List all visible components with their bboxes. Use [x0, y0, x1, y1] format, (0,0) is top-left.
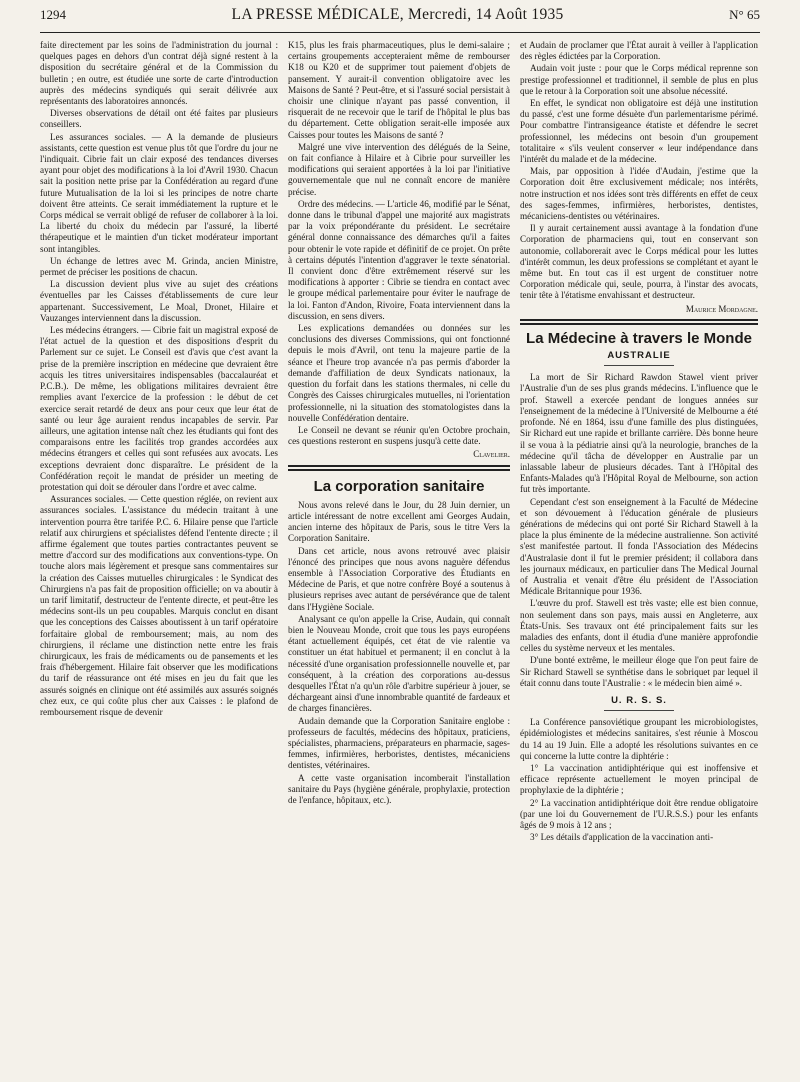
paragraph: Les assurances sociales. — A la demande de plusieurs assistants, cette question est venue plus tôt que l'ordre du jour ne l'indiquait. Cibrie fait un clair exposé des tendances diverses ayant pour objet des modifications à la loi d'Avril 1930. Chacun sait la position nette prise par la Confédération au regard d'une future Mutualisation de la loi si les principes de notre charte doivent être atteints. Ce serait immédiatement la rupture et le Corps médical se verrait obligé de refuser de collaborer à la loi. La liberté du choix du médecin par l'assuré, la liberté thérapeutique et le maintien d'un ticket modérateur important sont intangibles. — [40, 131, 278, 254]
section-divider — [520, 319, 758, 325]
paragraph: La mort de Sir Richard Rawdon Stawel vient priver l'Australie d'un de ses plus grands médecins. L'influence que le prof. Stawell a exercée pendant de longues années sur l'enseignement de la médecine à l'Université de Melbourne a été profonde. Né en 1864, issu d'une famille des plus distinguées, Sir Richard eut une rapide et brillante carrière. Dès bonne heure il se voua à la pédiatrie ainsi qu'à la neurologie, branches de la médecine qu'il tâcha de développer en Australie par un inlassable labeur de plusieurs décades. Tant à l'Hôpital des Enfants-Malades qu'à l'Hôpital Royal de Melbourne, son action fut très importante. — [520, 372, 758, 495]
paragraph: A cette vaste organisation incomberait l'installation sanitaire du Pays (hygiène générale, prophylaxie, protection de l'enfance, hôpitaux, etc.). — [288, 772, 510, 805]
section-divider — [288, 465, 510, 471]
paragraph: 2° La vaccination antidiphtérique doit être rendue obligatoire (par une loi du Gouvernement de l'U.R.S.S.) pour les enfants âgés de 9 mois à 12 ans ; — [520, 797, 758, 830]
paragraph: La discussion devient plus vive au sujet des créations éventuelles par les Caisses d'établissements de cure leur appartenant. Successivement, Le Moal, Dronet, Hilaire et Vauzanges interviennent dans la discussion. — [40, 279, 278, 323]
subsection-australie: AUSTRALIE — [607, 350, 671, 362]
paragraph: Les explications demandées ou données sur les conclusions des diverses Commissions, qui ont fonctionné depuis le mois d'Avril, ont tenu la majeure partie de la séance et l'heure trop avancée n'a pas permis d'aborder la demande d'affiliation de deux Syndicats nationaux, la question du forfait dans les stations thermales, ni celle du Congrès des Caisses chirurgicales mutuelles, ni l'orientation professionnelle, ni la situation des stomatologistes dans la nouvelle Confédération dentaire. — [288, 323, 510, 423]
subsection-rule — [604, 710, 674, 711]
section-title-corporation: La corporation sanitaire — [313, 477, 485, 495]
paragraph: Audain demande que la Corporation Sanitaire englobe : professeurs de facultés, médecins des hôpitaux, praticiens, spécialistes, pharmaciens, préparateurs en pharmacie, sages-femmes, infirmières, herboristes, dentistes, mécaniciens dentistes, vétérinaires. — [288, 715, 510, 771]
paragraph: 1° La vaccination antidiphtérique qui est inoffensive et efficace représente actuellement le moyen principal de prophylaxie de la diphtérie ; — [520, 762, 758, 796]
paragraph: et Audain de proclamer que l'État aurait à veiller à l'application des règles édictées par la Corporation. — [520, 40, 758, 62]
paragraph: K15, plus les frais pharmaceutiques, plus le demi-salaire ; certains groupements accepteraient même de rembourser K18 ou K20 et de supprimer tout paiement d'objets de pansement. Y aurait-il convention obligatoire avec les Maisons de Santé ? Peut-être, et si l'assuré social persistait à choisir une clinique n'ayant pas passé convention, il risquerait de ne recevoir que le tarif de l'hôpital le plus bas du département. Cette obligation serait-elle imposée aux Caisses pour toutes les Maisons de santé ? — [288, 40, 510, 140]
page-header — [40, 6, 760, 33]
paragraph: Le Conseil ne devant se réunir qu'en Octobre prochain, ces questions resteront en suspens jusqu'à cette date. — [288, 424, 510, 447]
paragraph: Il y aurait certainement aussi avantage à la fondation d'une Corporation de pharmaciens qui, tout en conservant son autonomie, collaborerait avec le Corps médical pour les luttes d'intérêt commun, les deux professions se complétant et ayant le même but. En tout cas il est urgent de constituer notre Corporation médicale qui, seule, pourra, à l'instar des avocats, tenir tête à l'étatisme envahissant et destructeur. — [520, 223, 758, 301]
journal-title: LA PRESSE MÉDICALE, Mercredi, 14 Août 1935 — [231, 6, 564, 23]
paragraph: Malgré une vive intervention des délégués de la Seine, on fait confiance à Hilaire et à Cibrie pour surveiller les modifications qui seraient apportées à la loi par l'initiative gouvernementale que nul ne connaît encore de manière précise. — [288, 141, 510, 197]
paragraph: D'une bonté extrême, le meilleur éloge que l'on peut faire de Sir Richard Stawell se synthétise dans le sobriquet par lequel il était connu dans toute l'Australie : « le médecin bien aimé ». — [520, 655, 758, 688]
paragraph: Analysant ce qu'on appelle la Crise, Audain, qui connaît bien le Nouveau Monde, croit que tous les pays européens étant actuellement équipés, cet état de vie ralentie va constituer un état habituel et permanent; il en conclut à la nécessité d'une organisation professionnelle nouvelle et, par conséquent, à la création des corporations au-dessus desquelles l'État n'a qu'un rôle d'arbitre supérieur à jouer, se déchargeant ainsi d'une innombrable quantité de fardeaux et de charges financières. — [288, 613, 510, 714]
column-2 — [288, 40, 510, 1074]
column-1 — [40, 40, 278, 1074]
paragraph: Nous avons relevé dans le Jour, du 28 Juin dernier, un article intéressant de notre excellent ami Georges Audain, ancien interne des hôpitaux de Paris, sous le titre Vers la Corporation Sanitaire. — [288, 499, 510, 544]
paragraph: En effet, le syndicat non obligatoire est déjà une institution du passé, c'est une forme désuète d'un parlementarisme périmé. Pour combattre l'intransigeance étatiste et défendre le secret professionnel, les médecins ont besoin d'un groupement totalitaire « s'ils veulent conserver « leur indépendance dans l'intérêt du malade et de la médecine. — [520, 98, 758, 165]
paragraph: Dans cet article, nous avons retrouvé avec plaisir l'énoncé des principes que nous avons naguère défendus ensemble à l'Association Corporative des Étudiants en Médecine de Paris, et que notre confrère Boyé a soutenus à plusieurs reprises avec autant de persévérance que de talent dans l'Hygiène Sociale. — [288, 545, 510, 612]
signature-clavelier: Clavelier. — [473, 449, 510, 460]
paragraph: Les médecins étrangers. — Cibrie fait un magistral exposé de l'état actuel de la question et des dispositions d'esprit du Parlement sur ce sujet. Le Conseil est d'avis que c'est avant la prise de la première inscription en médecine que devraient être acquis les titres universitaires indispensables (baccalauréat et P.C.B.). De même, les obligations militaires devraient être remplies avant l'exercice de la profession : le début de cet exercice serait retardé de deux ans pour ceux que leur état de santé ou leur âge auraient rendus incapables de servir. Par ailleurs, une agitation intense naît chez les étudiants qui font des comparaisons entre les facilités trop grandes accordées aux médecins étrangers et celles qui sont refusées aux avocats. Les exceptions devraient donc disparaître. Le président de la Confédération reçoit le mandat de présider un meeting de protestation qui doit se dérouler dans l'ordre et avec calme. — [40, 325, 278, 492]
paragraph: Mais, par opposition à l'idée d'Audain, j'estime que la Corporation doit être exclusivement médicale; nos intérêts, notre instruction et nos idées sont très différents en effet de ceux des sages-femmes, infirmières, herboristes, dentistes, mécaniciens-dentistes ou vétérinaires. — [520, 166, 758, 222]
column-3 — [520, 40, 758, 1074]
paragraph: Assurances sociales. — Cette question réglée, on revient aux assurances sociales. L'assistance du médecin traitant à une intervention pourra être tarifée P.C. 6. Hilaire pense que l'article relatif aux chirurgiens et spécialistes défend l'entente directe ; il affirme également que toutes parties contractantes peuvent se mettre d'accord sur des modifications aux conventions-type. On touche alors mais légèrement et presque sans commentaires sur la création des Caisses mutuelles chirurgicales : le Syndicat des Chirurgiens n'a pas fait de proposition officielle; on va aboutir à un tarif limitatif, destructeur de l'entente directe, et peut-être les médecins sont-ils un peu coupables. Marquis conclut en disant que les conceptions des Caisses aboutissent à un tarif opératoire forfaitaire global de remboursement; mais, au nom des chirurgiens, il réclame une distinction nette entre les frais chirurgicaux, les frais de médicaments ou de pansements et les frais d'hébergement. Hilaire fait observer que les modifications du tarif de réassurance ont été mises en jeu du fait que les assurés soignés en clinique ont été assimilés aux assurés soignés chez eux, ce qui coûte plus cher aux Caisses : le plafond de remboursement risque de devenir — [40, 494, 278, 717]
signature-mordagne: Maurice Mordagne. — [685, 303, 758, 314]
section-title-medecine-monde: La Médecine à travers le Monde — [526, 329, 752, 347]
subsection-urss: U. R. S. S. — [611, 694, 667, 706]
paragraph: La Conférence pansoviétique groupant les microbiologistes, épidémiologistes et médecins sanitaires, s'est réunie à Moscou du 14 au 19 Juin. Elle a adopté les résolutions suivantes en ce qui concerne la lutte contre la diphtérie : — [520, 717, 758, 761]
page-number: 1294 — [40, 7, 66, 22]
paragraph: Diverses observations de détail ont été faites par plusieurs conseillers. — [40, 108, 278, 130]
paragraph: Ordre des médecins. — L'article 46, modifié par le Sénat, donne dans le tribunal d'appel une majorité aux magistrats par la voix prépondérante du président. Le secrétaire général donne connaissance des démarches qu'il a faites pour obtenir le vote rapide et définitif de ce projet. On prête à certains députés l'intention d'aggraver le texte sénatorial. Il convient donc d'être extrêmement réservé sur les modifications à apporter : Cibrie se tiendra en contact avec le groupe médical parlementaire pour éviter le naufrage de la loi. Fanton d'Andon, Rivoire, Foata interviennent dans la discussion, en sens divers. — [288, 198, 510, 321]
paragraph: Audain voit juste : pour que le Corps médical reprenne son prestige professionnel et traditionnel, il semble de plus en plus que le retour à la Corporation soit une absolue nécessité. — [520, 63, 758, 96]
paragraph: Cependant c'est son enseignement à la Faculté de Médecine et son dévouement à l'éducation générale de plusieurs générations de médecins qui ont porté Sir Richard Stawell à la place la plus éminente de la médecine australienne. Son activité s'est manifestée partout. Il fonda l'Association des Médecins d'Australasie dont il fut le premier président; il collabora dans les journaux médicaux, en particulier dans The Medical Journal of Australia et venait d'être élu président de l'Association Médicale Britannique pour 1936. — [520, 496, 758, 597]
paragraph: L'œuvre du prof. Stawell est très vaste; elle est bien connue, non seulement dans son pays, mais aussi en Angleterre, aux États-Unis. Ses travaux ont été principalement faits sur les maladies des enfants, dont il étudia d'une manière approfondie celles du système nerveux et les mentales. — [520, 598, 758, 654]
paragraph: Un échange de lettres avec M. Grinda, ancien Ministre, permet de préciser les positions de chacun. — [40, 255, 278, 278]
subsection-rule — [604, 365, 674, 366]
paragraph: faite directement par les soins de l'administration du journal : quelques pages en dehors d'un contrat déjà signé restent à la disposition du secrétaire général et de la Commission du bulletin ; en outre, est étudiée une sorte de carte d'introduction auprès des médecins syndiqués qui serait délivrée aux représentants des laboratoires annoncés. — [40, 40, 278, 107]
issue-number: N° 65 — [729, 7, 760, 22]
paragraph: 3° Les détails d'application de la vaccination anti- — [530, 832, 714, 843]
